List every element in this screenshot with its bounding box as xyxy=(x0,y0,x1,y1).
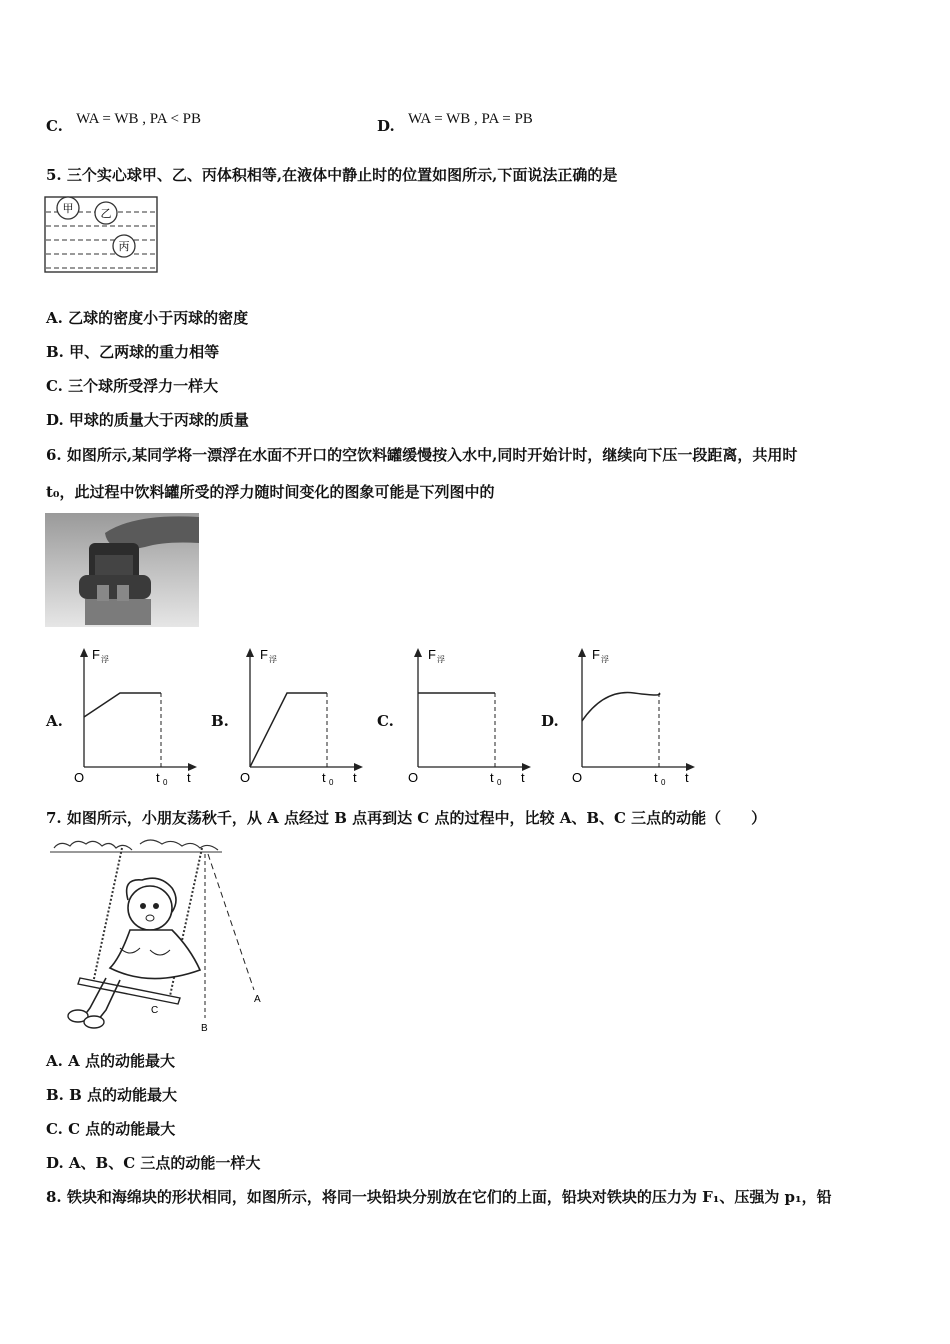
q6-stem-line2: t₀，此过程中饮料罐所受的浮力随时间变化的图象可能是下列图中的 xyxy=(46,483,495,501)
svg-text:t: t xyxy=(685,770,689,785)
q5-option-d: D. 甲球的质量大于丙球的质量 xyxy=(46,411,249,429)
ball-yi-label: 乙 xyxy=(100,208,112,220)
ball-bing-label: 丙 xyxy=(118,241,130,253)
svg-text:浮: 浮 xyxy=(269,655,277,664)
q4-option-c-formula: WA = WB , PA < PB xyxy=(76,111,202,127)
cup xyxy=(79,575,151,599)
q5-option-a: A. 乙球的密度小于丙球的密度 xyxy=(46,309,249,327)
graph-d xyxy=(564,645,699,787)
ball-jia-label: 甲 xyxy=(62,203,74,215)
q7-stem: 7. 如图所示，小朋友荡秋千，从 A 点经过 B 点再到达 C 点的过程中，比较 A、B、C 三点的动能（ ） xyxy=(46,809,767,827)
q6-stem-line1: 6. 如图所示,某同学将一漂浮在水面不开口的空饮料罐缓慢按入水中,同时开始计时，继续向下压一段距离，共用时 xyxy=(46,446,798,464)
svg-text:浮: 浮 xyxy=(101,655,109,664)
curve xyxy=(84,693,161,717)
svg-text:0: 0 xyxy=(497,778,502,787)
svg-text:t: t xyxy=(490,770,494,785)
svg-text:浮: 浮 xyxy=(601,655,609,664)
q7-option-b: B. B 点的动能最大 xyxy=(46,1086,178,1104)
graph-c-label: C. xyxy=(377,712,394,730)
svg-text:t: t xyxy=(322,770,326,785)
svg-text:t: t xyxy=(353,770,357,785)
svg-text:t: t xyxy=(521,770,525,785)
point-a-label: A xyxy=(254,994,261,1005)
q7-swing-figure xyxy=(50,838,280,1033)
q5-option-b: B. 甲、乙两球的重力相等 xyxy=(46,343,220,361)
svg-text:O: O xyxy=(408,770,419,785)
graph-d-label: D. xyxy=(541,712,559,730)
curve xyxy=(250,693,327,767)
svg-text:t: t xyxy=(654,770,658,785)
svg-text:0: 0 xyxy=(329,778,334,787)
q7-option-c: C. C 点的动能最大 xyxy=(46,1120,176,1138)
q4-option-d-label: D. xyxy=(377,117,395,135)
q5-liquid-figure xyxy=(44,196,160,274)
graph-a-label: A. xyxy=(46,712,63,730)
svg-text:0: 0 xyxy=(661,778,666,787)
q4-option-d-formula: WA = WB , PA = PB xyxy=(407,111,533,127)
q5-option-c: C. 三个球所受浮力一样大 xyxy=(46,377,219,395)
point-c-label: C xyxy=(151,1005,159,1016)
svg-text:O: O xyxy=(240,770,251,785)
graph-b-label: B. xyxy=(211,712,229,730)
q7-option-d: D. A、B、C 三点的动能一样大 xyxy=(46,1154,261,1172)
svg-text:t: t xyxy=(187,770,191,785)
curve xyxy=(582,693,660,721)
svg-text:O: O xyxy=(572,770,583,785)
svg-text:0: 0 xyxy=(163,778,168,787)
svg-text:F: F xyxy=(92,647,100,662)
point-b-label: B xyxy=(201,1023,208,1033)
svg-text:F: F xyxy=(428,647,436,662)
graph-a xyxy=(70,645,200,787)
q6-photo xyxy=(45,513,199,627)
q8-stem: 8. 铁块和海绵块的形状相同，如图所示，将同一块铅块分别放在它们的上面，铅块对铁块的压力为 F₁、压强为 p₁，铅 xyxy=(46,1188,832,1206)
svg-text:F: F xyxy=(260,647,268,662)
graph-c xyxy=(400,645,535,787)
graph-b xyxy=(232,645,367,787)
q7-option-a: A. A 点的动能最大 xyxy=(46,1052,175,1070)
svg-text:浮: 浮 xyxy=(437,655,445,664)
q5-stem: 5. 三个实心球甲、乙、丙体积相等,在液体中静止时的位置如图所示,下面说法正确的是 xyxy=(46,166,618,184)
svg-text:t: t xyxy=(156,770,160,785)
q4-option-d xyxy=(377,111,533,137)
svg-text:O: O xyxy=(74,770,85,785)
svg-text:F: F xyxy=(592,647,600,662)
q4-option-c xyxy=(46,111,202,137)
q4-option-c-label: C. xyxy=(46,117,63,135)
